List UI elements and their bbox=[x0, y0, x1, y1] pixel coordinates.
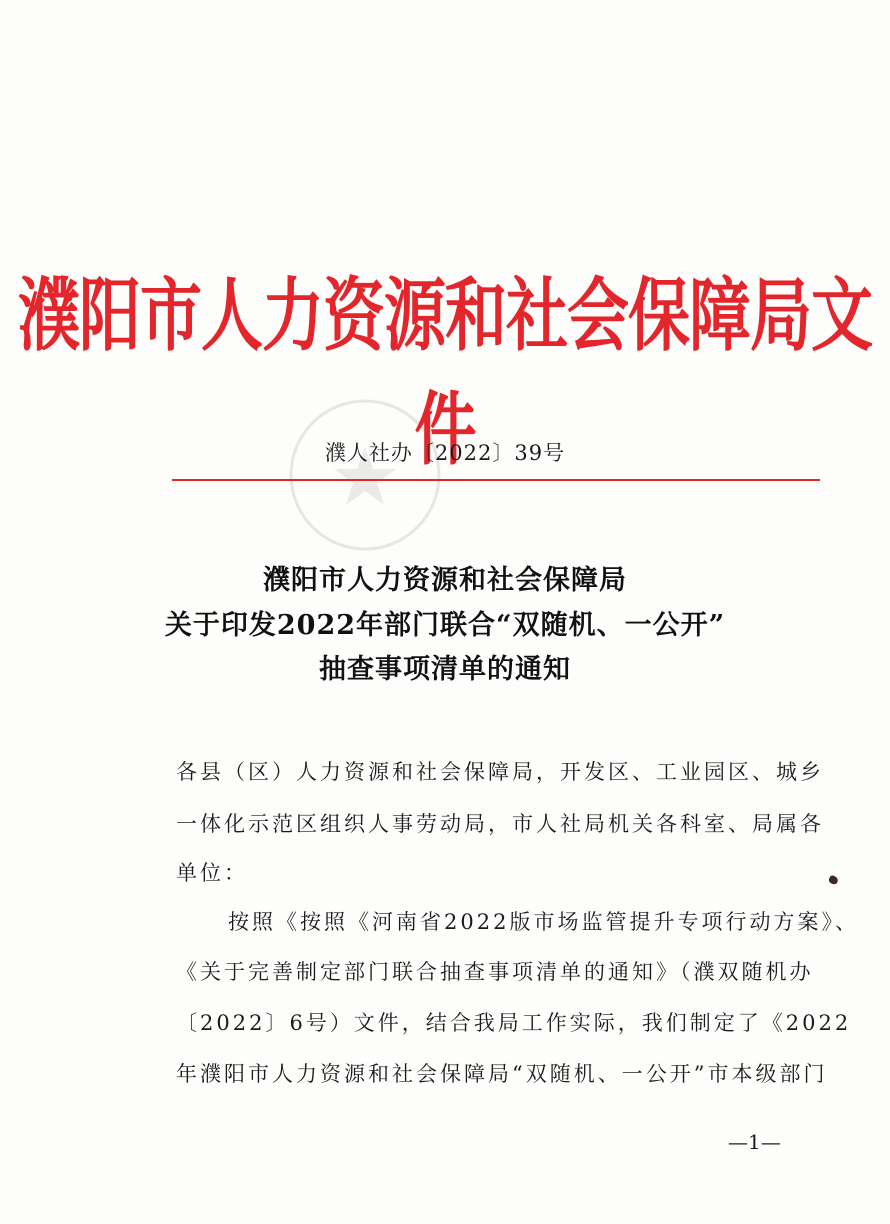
document-number: 濮人社办〔2022〕39号 bbox=[324, 441, 566, 465]
body-line: 〔2022〕6号）文件，结合我局工作实际，我们制定了《2022 bbox=[176, 1011, 852, 1035]
body-line: 单位： bbox=[176, 861, 248, 885]
red-divider-line bbox=[172, 479, 820, 481]
letterhead-title: 濮阳市人力资源和社会保障局文件 bbox=[17, 268, 872, 476]
body-line: 各县（区）人力资源和社会保障局，开发区、工业园区、城乡 bbox=[176, 760, 824, 784]
notice-title-line-3: 抽查事项清单的通知 bbox=[319, 654, 571, 685]
body-line: 《关于完善制定部门联合抽查事项清单的通知》（濮双随机办 bbox=[176, 960, 814, 984]
page-number: —1— bbox=[728, 1130, 781, 1154]
body-line: 按照《按照《河南省2022版市场监管提升专项行动方案》、 bbox=[228, 910, 859, 934]
body-line: 一体化示范区组织人事劳动局，市人社局机关各科室、局属各 bbox=[176, 812, 824, 836]
notice-title-line-1: 濮阳市人力资源和社会保障局 bbox=[263, 565, 627, 596]
notice-title-line-2: 关于印发2022年部门联合“双随机、一公开” bbox=[164, 610, 726, 641]
paper-speck bbox=[828, 874, 840, 885]
body-line: 年濮阳市人力资源和社会保障局“双随机、一公开”市本级部门 bbox=[176, 1062, 828, 1086]
